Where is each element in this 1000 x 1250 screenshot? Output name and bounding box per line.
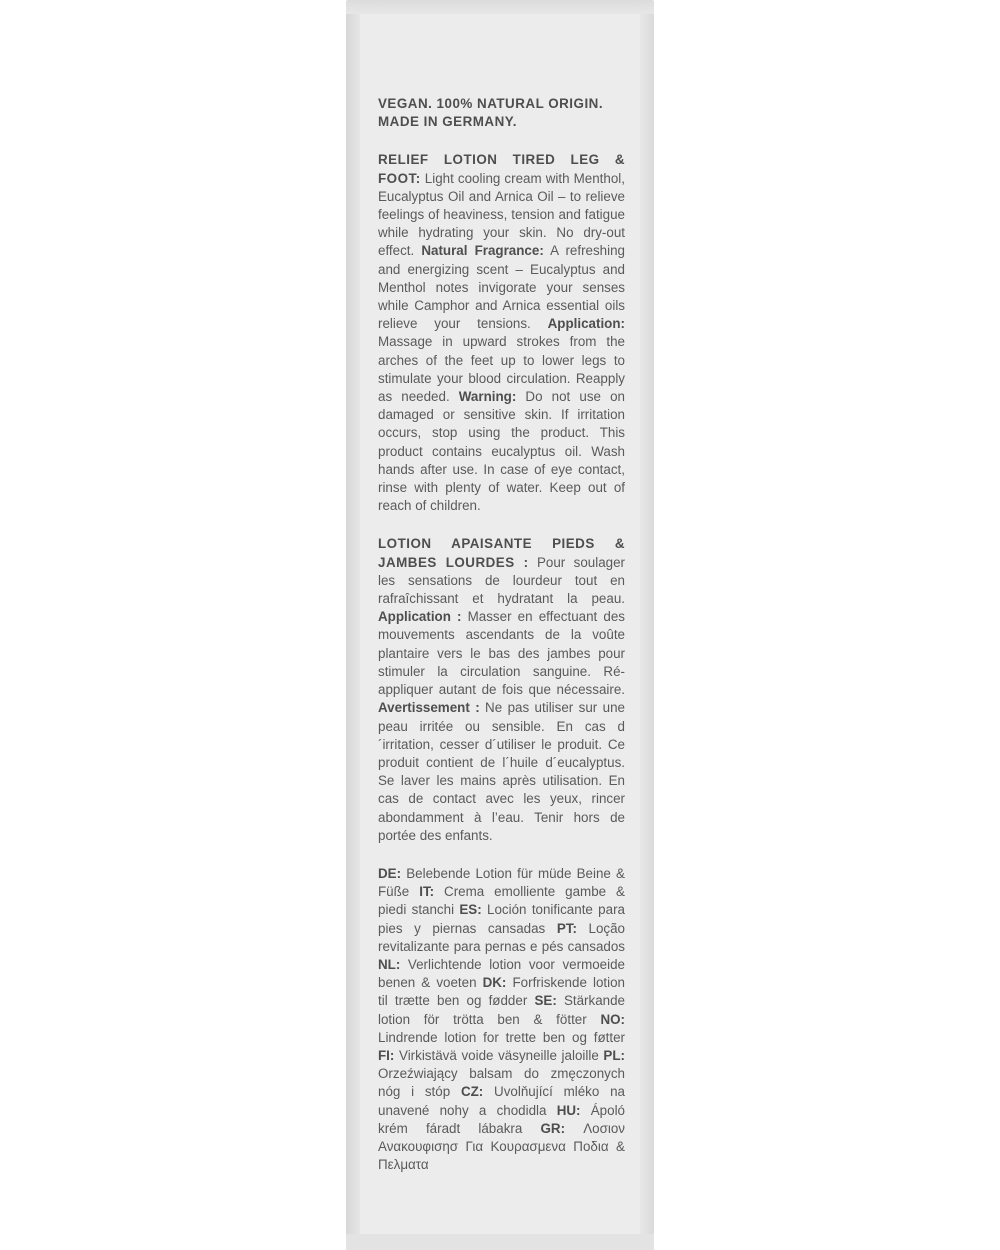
lang-code-se: SE: (534, 993, 557, 1009)
application-label-fr: Application : (378, 609, 462, 625)
translations-block (378, 865, 625, 1174)
lang-text-pl: Orzeźwiający balsam do zmęczonych nóg i stóp (378, 1066, 625, 1100)
lang-text-fi: Virkistävä voide väsyneille jaloille (394, 1047, 604, 1063)
french-description (378, 535, 625, 844)
lang-code-fi: FI: (378, 1047, 395, 1063)
application-text-en: Massage in upward strokes from the arches of the feet up to lower legs to stimulate your blood circulation. Reapply as needed. (378, 334, 625, 405)
english-intro: Light cooling cream with Menthol, Eucalyptus Oil and Arnica Oil – to relieve feelings of heaviness, tension and fatigue while hydrating your skin. No dry-out effect. (378, 170, 625, 259)
packaging-text (378, 95, 625, 1194)
lang-text-it: Crema emolliente gambe & piedi stanchi (378, 884, 625, 918)
lang-text-gr: Λοσιον Ανακουφισησ Για Κουρασμενα Ποδια & Πελματα (378, 1120, 625, 1173)
claims-line-2: MADE IN GERMANY. (378, 114, 517, 130)
lang-text-es: Loción tonificante para pies y piernas cansadas (378, 902, 625, 936)
lang-code-pt: PT: (556, 920, 577, 936)
lang-code-de: DE: (378, 865, 402, 881)
box-right-side (640, 14, 654, 1250)
product-claims (378, 95, 625, 131)
french-intro: Pour soulager les sensations de lourdeur tout en rafraîchissant et hydratant la peau. (378, 554, 625, 607)
lang-code-nl: NL: (378, 956, 401, 972)
lang-code-gr: GR: (540, 1120, 566, 1136)
warning-text-en: Do not use on damaged or sensitive skin. If irritation occurs, stop using the product. This product contains eucalyptus oil. Wash hands after use. In case of eye contact, rinse with plenty of water. Keep out of reach of children. (378, 389, 625, 514)
lang-code-no: NO: (600, 1011, 625, 1027)
claims-line-1: VEGAN. 100% NATURAL ORIGIN. (378, 96, 604, 111)
lang-text-no: Lindrende lotion for trette ben og føtter (378, 1029, 625, 1045)
box-bottom-edge (346, 1234, 654, 1250)
lang-text-dk: Forfriskende lotion til trætte ben og fødder (378, 975, 625, 1009)
lang-code-hu: HU: (556, 1102, 581, 1118)
lang-code-pl: PL: (603, 1047, 625, 1063)
french-title: LOTION APAISANTE PIEDS & JAMBES LOURDES : (378, 536, 625, 570)
fragrance-text: A refreshing and energizing scent – Eucalyptus and Menthol notes invigorate your senses while Camphor and Arnica essential oils relieve your tensions. (378, 243, 625, 332)
lang-text-nl: Verlichtende lotion voor vermoeide benen & voeten (378, 956, 625, 991)
lang-code-it: IT: (419, 884, 435, 900)
lang-text-cz: Uvolňující mléko na unavené nohy a chodidla (378, 1084, 625, 1118)
lang-text-se: Stärkande lotion för trötta ben & fötter (378, 993, 625, 1027)
application-text-fr: Masser en effectuant des mouvements ascendants de la voûte plantaire vers le bas des jambes pour stimuler la circulation sanguine. Ré-appliquer autant de fois que nécessaire. (378, 609, 625, 698)
application-label-en: Application: (547, 316, 625, 332)
warning-label-en: Warning: (458, 389, 517, 405)
lang-code-cz: CZ: (460, 1084, 484, 1100)
english-description (378, 151, 625, 515)
lang-code-es: ES: (459, 902, 482, 918)
lang-text-pt: Loção revitalizante para pernas e pés cansados (378, 920, 625, 954)
box-left-side (346, 14, 360, 1250)
lang-code-dk: DK: (482, 975, 507, 991)
lang-text-hu: Ápoló krém fáradt lábakra (378, 1102, 625, 1136)
english-title: RELIEF LOTION TIRED LEG & FOOT: (378, 152, 625, 186)
warning-label-fr: Avertissement : (378, 700, 480, 716)
fragrance-label: Natural Fragrance: (421, 243, 544, 259)
warning-text-fr: Ne pas utiliser sur une peau irritée ou sensible. En cas d´irritation, cesser d´utiliser le produit. Ce produit contient de l´huile d´eucalyptus. Se laver les mains après utilisation. En cas de contact avec les yeux, rincer abondamment à l’eau. Tenir hors de portée des enfants. (378, 700, 625, 843)
lang-text-de: Belebende Lotion für müde Beine & Füße (378, 865, 625, 900)
